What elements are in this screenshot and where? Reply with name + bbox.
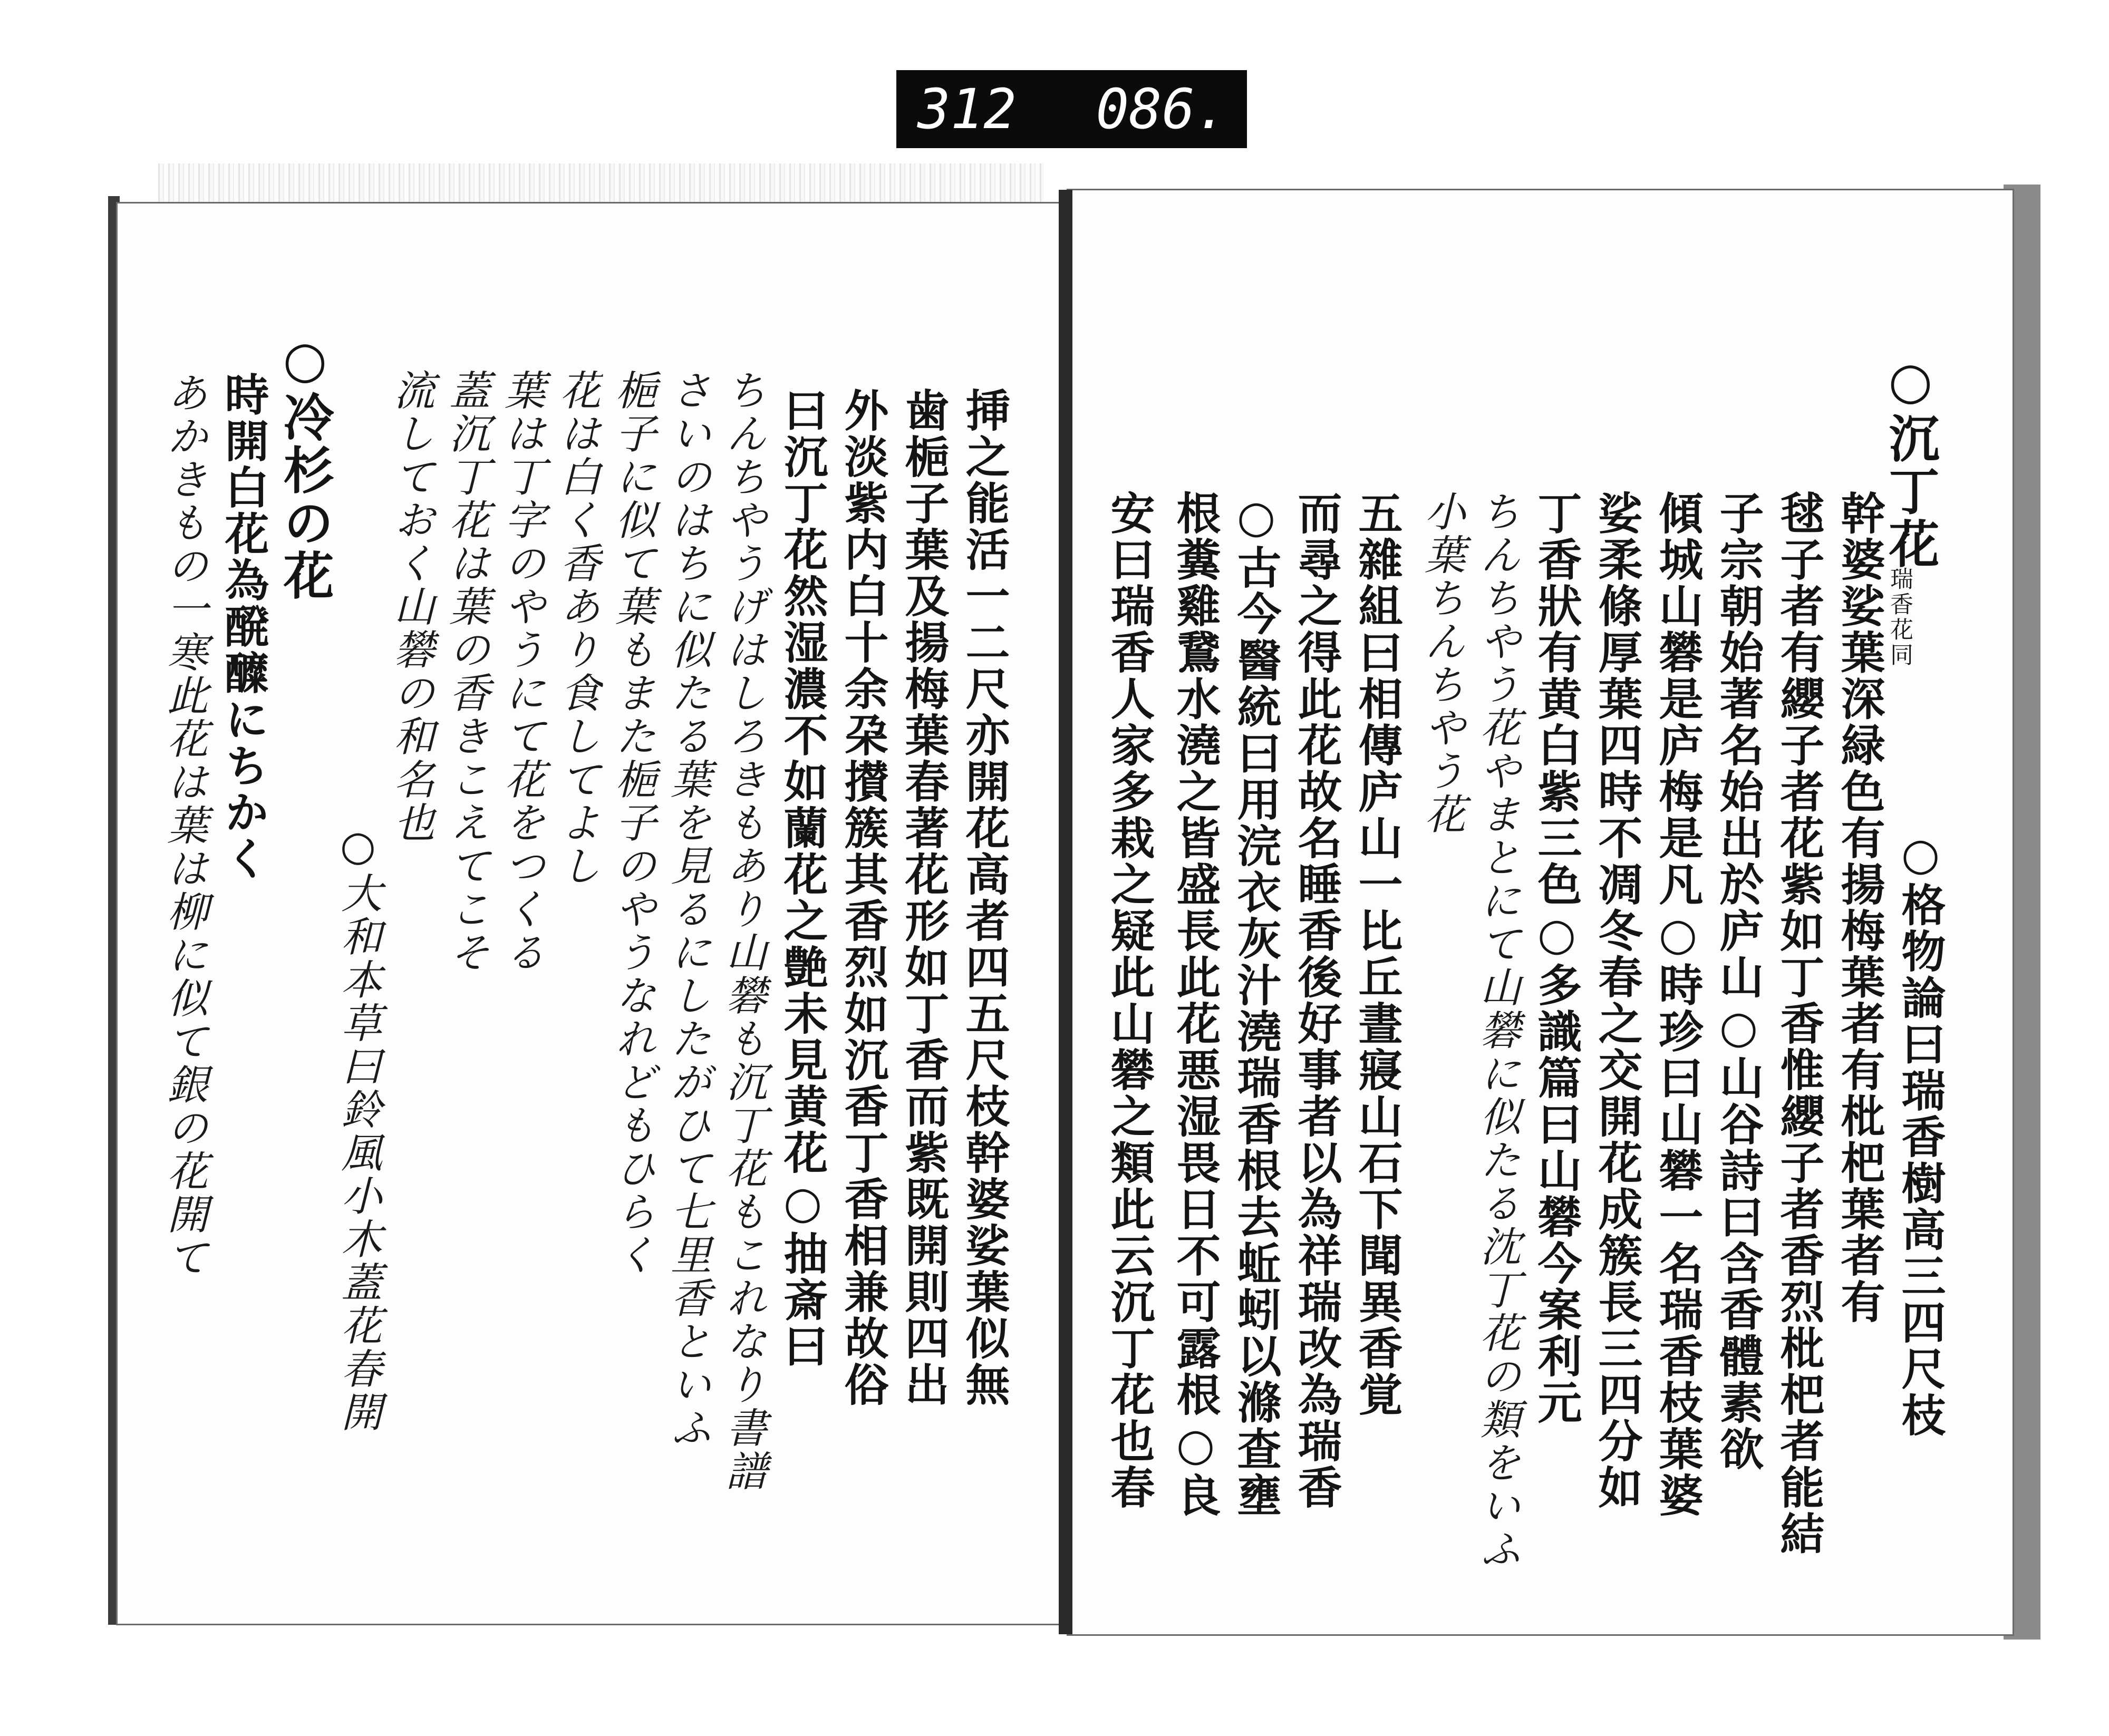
text-column: ○古今醫統曰用浣衣灰汁澆瑞香根去蚯蚓以滌查壅 xyxy=(1230,490,1282,1519)
text-column: 丁香狀有黄白紫三色○多識篇曰山礬今案利元 xyxy=(1531,490,1583,1426)
reel-number: 312 xyxy=(917,77,1017,141)
note-column: 葉は丁字のやうにて花をつくる xyxy=(498,369,545,974)
text-column: 歯梔子葉及揚梅葉春著花形如丁香而紫既開則四出 xyxy=(898,387,950,1408)
text-column: 安曰瑞香人家多栽之疑此山礬之類此云沉丁花也春 xyxy=(1104,490,1156,1511)
note-column: 花は白く香あり食してよし xyxy=(553,369,601,888)
note-column: 梔子に似て葉もまた梔子のやうなれどもひらく xyxy=(608,369,656,1277)
text-column: ○格物論曰瑞香樹高三四尺枝 xyxy=(1894,828,1947,1439)
entry-title: ○冷杉の花 xyxy=(275,329,335,602)
note-column: 蓋沉丁花は葉の香きこえてこそ xyxy=(442,369,490,974)
frame-label xyxy=(896,70,1247,148)
title-gloss: 瑞香花同 xyxy=(1886,567,1913,668)
text-column: 時開白花為醗醾にちかく xyxy=(218,372,270,882)
note-column: 流しておく山礬の和名也 xyxy=(387,369,434,845)
text-column: 曰沉丁花然湿濃不如蘭花之艶未見黄花○抽斎曰 xyxy=(777,387,829,1370)
text-column: 挿之能活一二尺亦開花高者四五尺枝幹婆娑葉似無 xyxy=(959,387,1011,1408)
text-column: 而尋之得此花故名睡香後好事者以為祥瑞改為瑞香 xyxy=(1291,490,1343,1511)
entry-title: ○沉丁花 xyxy=(1881,351,1940,570)
note-column: 小葉ちんちやう花 xyxy=(1418,490,1465,836)
book-gutter xyxy=(1059,190,1072,1634)
text-column: 五雜組曰相傳庐山一比丘晝寢山石下聞異香覚 xyxy=(1351,490,1404,1418)
note-column: ちんちやう花やまとにて山礬に似たる沈丁花の類をいふ xyxy=(1473,490,1521,1571)
frame-number: 086. xyxy=(1096,77,1228,141)
text-column: 子宗朝始著名始出於庐山○山谷詩曰含香體素欲 xyxy=(1713,490,1765,1472)
text-column: 傾城山礬是庐梅是凡○時珍曰山礬一名瑞香枝葉婆 xyxy=(1652,490,1704,1519)
note-column: あかきもの一寒此花は葉は柳に似て銀の花開て xyxy=(160,372,208,1279)
text-column: 外淡紫内白十余朶攅簇其香烈如沉香丁香相兼故俗 xyxy=(837,387,889,1408)
note-column: さいのはちに似たる葉を見るにしたがひて七里香といふ xyxy=(664,369,711,1450)
text-column: 毬子者有纓子者花紫如丁香惟纓子者香烈枇杷者能結 xyxy=(1773,490,1825,1557)
text-column: 娑柔條厚葉四時不凋冬春之交開花成簇長三四分如 xyxy=(1591,490,1643,1511)
note-column: ○大和本草曰鈴風小木蓋花春開 xyxy=(334,822,382,1434)
scan-noise xyxy=(158,163,1044,206)
text-column: 幹婆娑葉深緑色有揚梅葉者有枇杷葉者有 xyxy=(1834,490,1886,1325)
note-column: ちんちやうげはしろきもあり山礬も沉丁花もこれなり書譜 xyxy=(719,369,767,1493)
text-column: 根糞雞鵞水澆之皆盛長此花悪湿畏日不可露根○良 xyxy=(1169,490,1222,1519)
